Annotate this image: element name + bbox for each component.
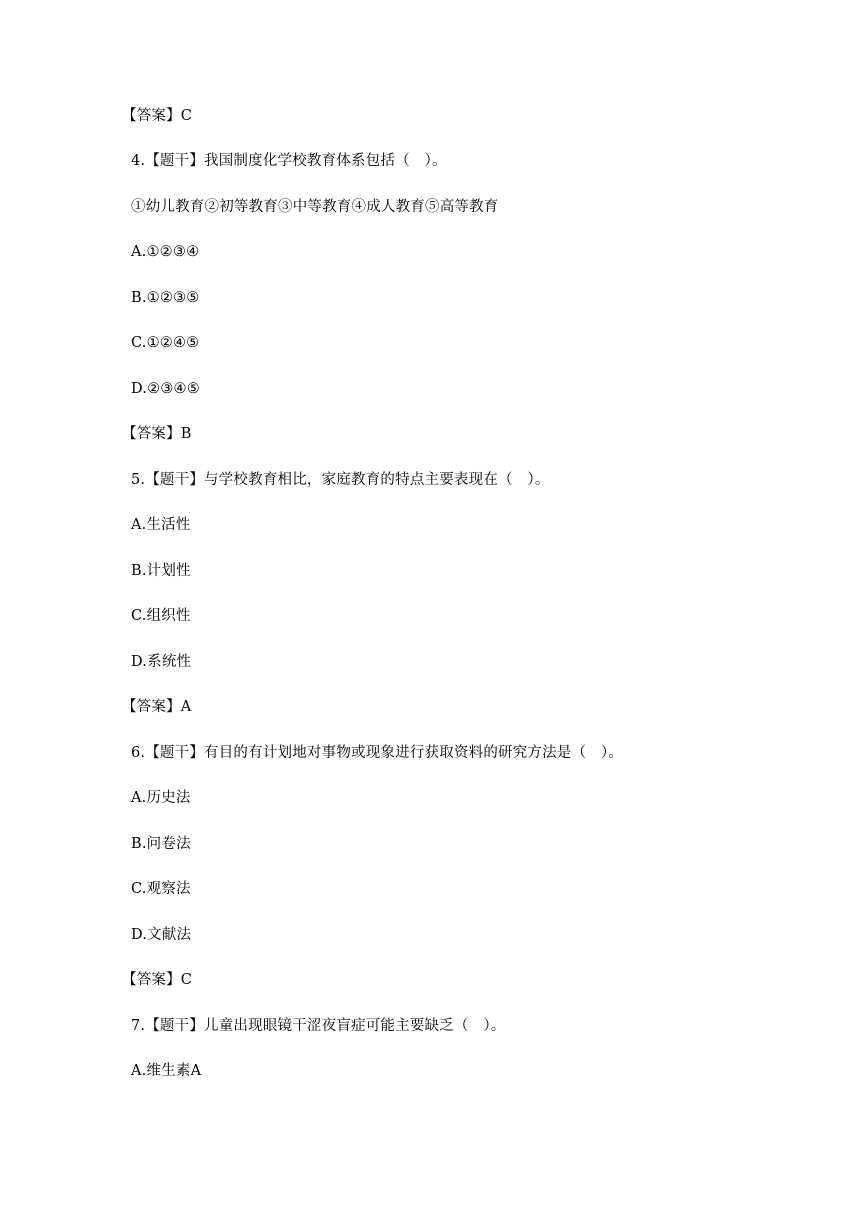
question-7-stem: 7.【题干】儿童出现眼镜干涩夜盲症可能主要缺乏（ ）。 [131,1018,506,1034]
question-5-option-a: A.生活性 [131,517,191,533]
question-7-option-a: A.维生素A [131,1063,202,1079]
question-6-option-d: D.文献法 [131,927,192,943]
question-6-stem: 6.【题干】有目的有计划地对事物或现象进行获取资料的研究方法是（ ）。 [131,745,624,761]
answer-line-q5: 【答案】A [122,699,192,715]
question-4-option-c: C.①②④⑤ [131,335,200,351]
question-4-items: ①幼儿教育②初等教育③中等教育④成人教育⑤高等教育 [131,199,499,215]
question-5-option-c: C.组织性 [131,608,191,624]
answer-line-q4: 【答案】B [122,426,192,442]
question-6-option-b: B.问卷法 [131,836,191,852]
question-5-stem: 5.【题干】与学校教育相比，家庭教育的特点主要表现在（ ）。 [131,472,550,488]
answer-line-q6: 【答案】C [122,972,193,988]
question-4-option-d: D.②③④⑤ [131,381,200,397]
question-5-option-d: D.系统性 [131,654,192,670]
question-5-option-b: B.计划性 [131,563,191,579]
question-6-option-a: A.历史法 [131,790,191,806]
answer-line-q3: 【答案】C [122,108,193,124]
question-4-stem: 4.【题干】我国制度化学校教育体系包括（ ）。 [131,153,447,169]
question-4-option-a: A.①②③④ [131,244,200,260]
question-6-option-c: C.观察法 [131,881,191,897]
question-4-option-b: B.①②③⑤ [131,290,200,306]
